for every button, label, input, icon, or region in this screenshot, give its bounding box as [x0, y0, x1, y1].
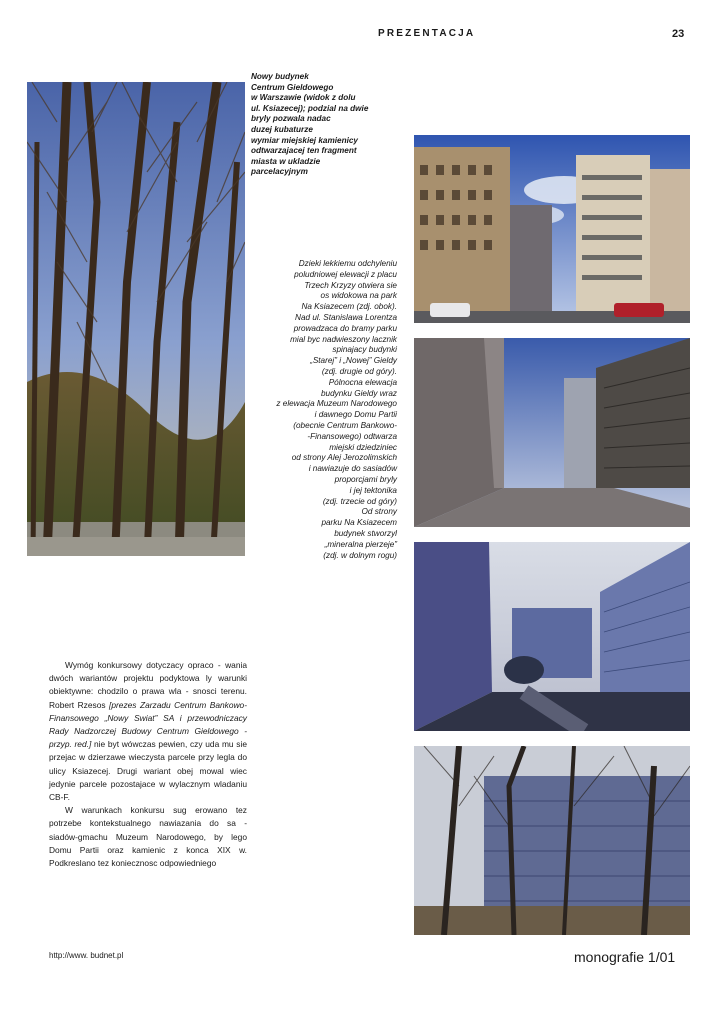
- caption-line: budynku Gieldy wraz: [321, 388, 397, 398]
- caption-line: Od strony: [361, 507, 397, 517]
- caption-line: Nad ul. Stanislawa Lorentza: [295, 312, 397, 322]
- caption-line: (zdj. trzecie od góry): [322, 496, 397, 506]
- caption-line: odtwarzajacej ten fragment: [251, 146, 357, 156]
- paragraph: [49, 659, 247, 804]
- section-title: PREZENTACJA: [378, 28, 476, 39]
- caption-line: budynek stworzyl: [334, 528, 397, 538]
- caption-line: bryly pozwala nadac: [251, 114, 331, 124]
- caption-line: Pólnocna elewacja: [328, 377, 397, 387]
- magazine-issue: monografie 1/01: [574, 949, 676, 965]
- caption-line: -Finansowego) odtwarza: [307, 431, 397, 441]
- editorial-note: [prezes Zarzadu Centrum Bankowo-Finansowego „Nowy Swiat” SA i przewodniczacy Rady Nadzorczej Budowy Centrum Gieldowego - przyp. red.]: [49, 699, 248, 750]
- caption-line: „mineralna pierzeje”: [324, 539, 397, 549]
- caption-line: prowadzaca do bramy parku: [293, 323, 397, 333]
- caption-line: poludniowej elewacji z placu: [294, 269, 397, 279]
- caption-line: parcelacyjnym: [251, 167, 308, 177]
- caption-line: Centrum Gieldowego: [251, 82, 334, 92]
- caption-line: ul. Ksiazecej); podzial na dwie: [251, 103, 369, 113]
- photo-courtyard: [414, 338, 690, 527]
- caption-line: parku Na Ksiazecem: [321, 518, 397, 528]
- caption-line: duzej kubaturze: [251, 124, 313, 134]
- paragraph: W warunkach konkursu sug erowano tez potrzebe kontekstualnego nawiazania do sa - siadów-gmachu Muzeum Narodowego, by lego Domu Partii oraz kamienic z konca XIX w. Podkreslano tez koniecznosc odpowiedniego: [49, 805, 247, 869]
- caption-line: proporcjami bryly: [334, 474, 397, 484]
- caption-line: Dzieki lekkiemu odchyleniu: [298, 259, 397, 268]
- photo-street-view: [414, 135, 690, 323]
- footer-url[interactable]: http://www. budnet.pl: [49, 951, 124, 960]
- article-body: [49, 659, 247, 870]
- caption-line: od strony Alej Jerozolimskich: [291, 453, 397, 463]
- caption-line: w Warszawie (widok z dolu: [251, 93, 356, 103]
- caption-line: wymiar miejskiej kamienicy: [251, 135, 358, 145]
- caption-line: „Starej” i „Nowej” Gieldy: [310, 356, 397, 366]
- photo-park-trees: [27, 82, 245, 556]
- caption-line: Na Ksiazecem (zdj. obok).: [301, 302, 397, 312]
- caption-line: i jej tektonika: [349, 485, 397, 495]
- caption-main-photo: [251, 72, 409, 178]
- paragraph-text: nie byt wówczas pewien, czy uda mu sie przejac w dzierzawe wieczysta parcele przy legla do ulicy Ksiazecej. Drugi wariant obej mowal wiec jedynie parcele pozostajace w wylacznym wladaniu CB-F.: [49, 739, 247, 803]
- caption-line: spinajacy budynki: [332, 345, 397, 355]
- caption-line: (obecnie Centrum Bankowo-: [293, 420, 397, 430]
- caption-line: i nawiazuje do sasiadów: [308, 464, 397, 474]
- caption-line: miejski dziedziniec: [329, 442, 397, 452]
- paragraph-text: Wymóg konkursowy dotyczacy opraco - wania dwóch wariantów projektu podyktowa ly warunki obiektywne: chodzilo o prawa wla - snosci terenu. Robert Rzesos: [49, 660, 247, 710]
- caption-line: os widokowa na park: [320, 291, 397, 301]
- caption-line: miasta w ukladzie: [251, 156, 321, 166]
- photo-blue-view: [414, 542, 690, 731]
- caption-line: Nowy budynek: [251, 72, 309, 81]
- caption-line: (zdj. w dolnym rogu): [323, 550, 397, 560]
- caption-line: z elewacja Muzeum Narodowego: [276, 399, 397, 409]
- page-number: 23: [672, 28, 685, 40]
- caption-photo-series: [246, 259, 397, 561]
- caption-line: i dawnego Domu Partii: [314, 410, 397, 420]
- photo-building-trees: [414, 746, 690, 935]
- caption-line: Trzech Krzyzy otwiera sie: [304, 280, 397, 290]
- caption-line: mial byc nadwieszony lacznik: [290, 334, 397, 344]
- caption-line: (zdj. drugie od góry).: [321, 366, 397, 376]
